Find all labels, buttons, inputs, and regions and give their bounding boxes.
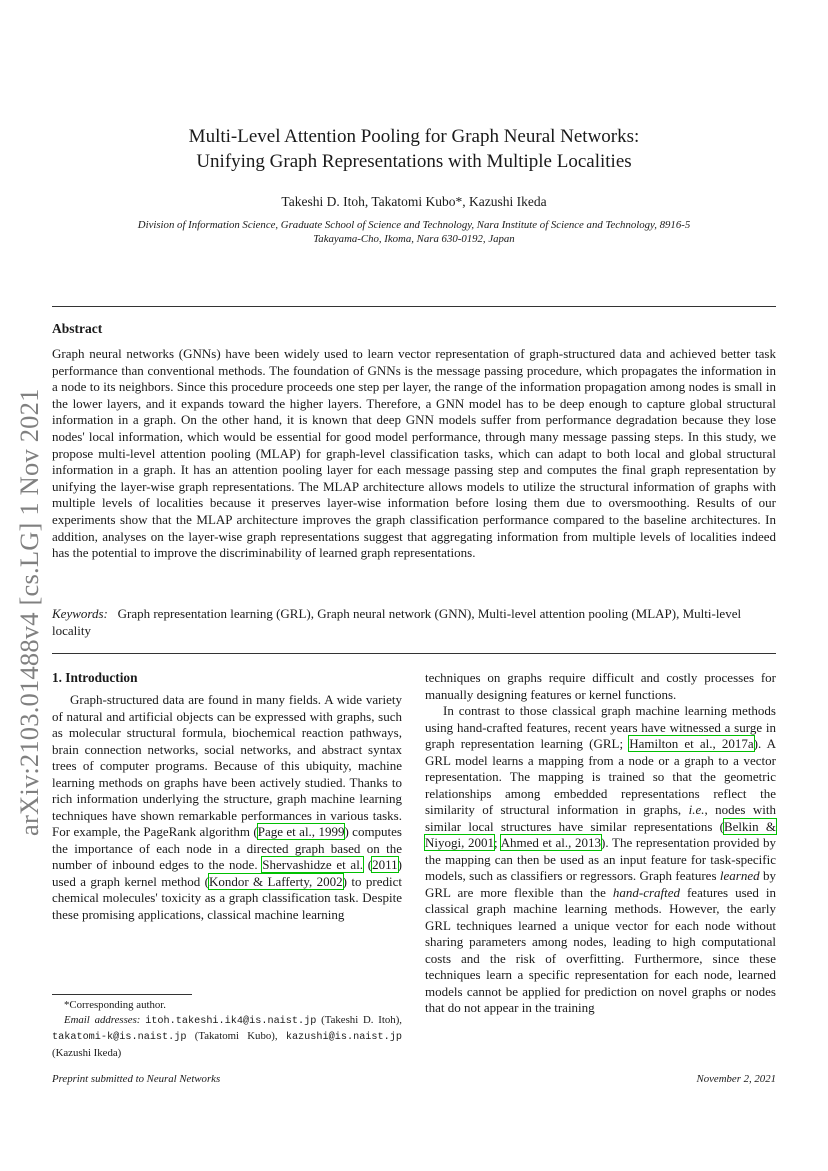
footnote-divider: [52, 994, 192, 995]
affiliation: [60, 218, 768, 246]
corresponding-author-note: *Corresponding author.: [64, 999, 166, 1011]
author-list: Takeshi D. Itoh, Takatomi Kubo*, Kazushi Ikeda: [281, 194, 547, 209]
section-heading-introduction: 1. Introduction: [52, 670, 138, 685]
top-divider: [52, 306, 776, 307]
email-link[interactable]: kazushi@is.naist.jp: [285, 1032, 402, 1043]
intro-paragraph-1: Graph-structured data are found in many fields. A wide variety of natural and artificial objects can be expressed with graphs, such as molecular structural formula, biochemical reaction pathways, brain connection networks, social networks, and abstract syntax trees of computer programs. Because of this ubiquity, machine learning methods on graphs have been actively studied. Thanks to rich information underlying the structure, graph machine learning techniques have shown remarkable performances in various tasks. For example, the PageRank algorithm (Page et al., 1999) computes the importance of each node in a directed graph based on the number of inbound edges to the node. Shervashidze et al. (2011) used a graph kernel method (Kondor & Lafferty, 2002) to predict chemical molecules' toxicity as a graph classification task. Despite these promising applications, classical machine learning: [52, 692, 402, 922]
intro-paragraph-2: In contrast to those classical graph machine learning methods using hand-crafted features, recent years have witnessed a surge in graph representation learning (GRL; Hamilton et al., 2017a). A GRL model learns a mapping from a node or a graph to a vector representation. The mapping is trained so that the geometric relationships among embedded representations reflect the similarity of structural information in graphs, i.e., nodes with similar local structures have similar representations (Belkin & Niyogi, 2001; Ahmed et al., 2013). The representation provided by the mapping can then be used as an input feature for task-specific models, such as classifiers or regressors. Graph features learned by GRL are more flexible than the hand-crafted features used in classical graph machine learning methods. However, the early GRL techniques learned a unique vector for each node without sharing parameters among nodes, leading to high computational costs and the risk of overfitting. Furthermore, since these techniques learn a specific representation for each node, learned models cannot be applied for prediction on novel graphs or nodes that do not appear in the training: [425, 703, 777, 1015]
email-addresses: Email addresses: itoh.takeshi.ik4@is.naist.jp (Takeshi D. Itoh), takatomi-k@is.naist.jp (Takatomi Kubo), kazushi@is.naist.jp (Kazushi Ikeda): [52, 1013, 402, 1059]
paper-title: [60, 124, 768, 174]
keywords-text: Graph representation learning (GRL), Graph neural network (GNN), Multi-level attention pooling (MLAP), Multi-level locality: [52, 606, 742, 638]
footnote: [52, 998, 402, 1060]
keywords: [52, 606, 776, 639]
citation-link[interactable]: Belkin & Niyogi, 2001: [425, 818, 776, 850]
abstract-text: Graph neural networks (GNNs) have been widely used to learn vector representation of graph-structured data and achieved better task performance than conventional methods. The foundation of GNNs is the message passing procedure, which propagates the information in a node to its neighbors. Since this procedure proceeds one step per layer, the range of the information propagation among nodes is small in the lower layers, and it expands toward the higher layers. Therefore, a GNN model has to be deep enough to capture global structural information in a graph. On the other hand, it is known that deep GNN models suffer from performance degradation because they lose nodes' local information, which would be essential for good model performance, through many message passing steps. In this study, we propose multi-level attention pooling (MLAP) for graph-level classification tasks, which can adapt to both local and global structural information in a graph. It has an attention pooling layer for each message passing step and computes the final graph representation by unifying the layer-wise graph representations. The MLAP architecture allows models to utilize the structural information of graphs with multiple levels of localities because it preserves layer-wise information before losing them due to oversmoothing. Results of our experiments show that the MLAP architecture improves the graph classification performance compared to the baseline architectures. In addition, analyses on the layer-wise graph representations suggest that aggregating information from multiple levels of localities indeed has the potential to improve the discriminability of learned graph representations.: [52, 346, 776, 561]
footer-date: November 2, 2021: [696, 1073, 776, 1085]
citation-link[interactable]: Shervashidze et al.: [262, 857, 364, 872]
right-column: [425, 670, 776, 1017]
citation-link[interactable]: Page et al., 1999: [257, 824, 345, 839]
left-column: [52, 670, 402, 923]
title-line-2: Unifying Graph Representations with Multiple Localities: [196, 151, 632, 172]
citation-link[interactable]: Kondor & Lafferty, 2002: [208, 873, 343, 889]
citation-link[interactable]: Ahmed et al., 2013: [500, 835, 602, 850]
keywords-divider: [52, 653, 776, 654]
email-link[interactable]: takatomi-k@is.naist.jp: [52, 1032, 187, 1043]
email-link[interactable]: itoh.takeshi.ik4@is.naist.jp: [145, 1015, 317, 1027]
arxiv-identifier: arXiv:2103.01488v4 [cs.LG] 1 Nov 2021: [14, 388, 44, 836]
affiliation-line-1: Division of Information Science, Graduate School of Science and Technology, Nara Institute of Science and Technology, 8916-5: [137, 219, 691, 231]
intro-paragraph-1-continued: techniques on graphs require difficult and costly processes for manually designing features or kernel functions.: [425, 670, 776, 702]
keywords-label: Keywords:: [52, 606, 108, 621]
footer-venue: Preprint submitted to Neural Networks: [52, 1073, 221, 1085]
citation-link[interactable]: 2011: [372, 857, 398, 872]
affiliation-line-2: Takayama-Cho, Ikoma, Nara 630-0192, Japan: [313, 233, 515, 245]
abstract-heading: Abstract: [52, 321, 103, 336]
citation-link[interactable]: Hamilton et al., 2017a: [629, 736, 754, 751]
title-line-1: Multi-Level Attention Pooling for Graph Neural Networks:: [188, 126, 640, 147]
